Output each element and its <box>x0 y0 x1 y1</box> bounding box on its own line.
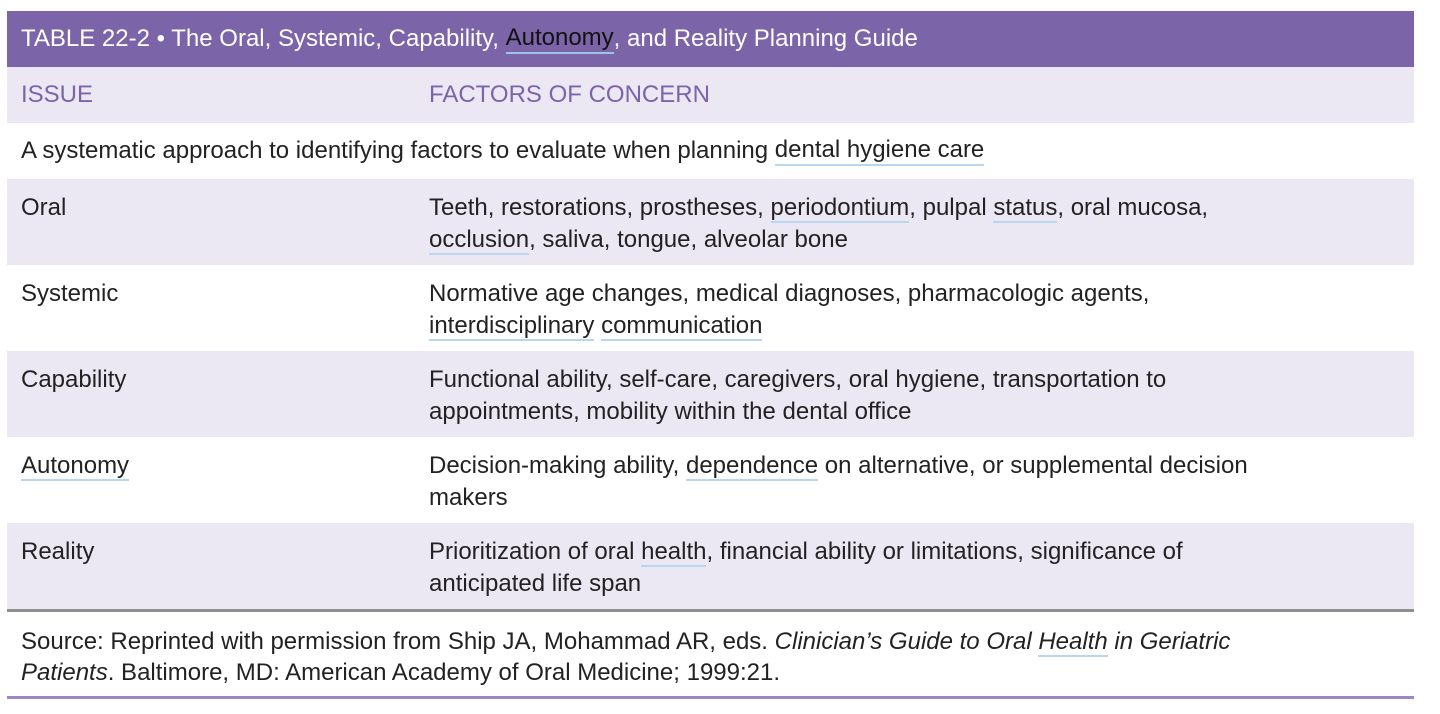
factors-text: Functional ability, self-care, caregivers, oral hygiene, transportation to <box>429 366 1167 393</box>
factors-text: Decision-making ability, <box>429 452 686 479</box>
factors-cell <box>429 450 1414 514</box>
header-issue: ISSUE <box>21 81 94 108</box>
factors-text: , pulpal <box>909 194 994 221</box>
factors-text: Normative age changes, medical diagnoses, pharmacologic agents, <box>429 280 1150 307</box>
table-row <box>7 437 1414 523</box>
source-italic: Patients <box>21 659 108 686</box>
table-row <box>7 523 1414 609</box>
table-title-suffix: , and Reality Planning Guide <box>613 25 918 52</box>
issue-cell: Capability <box>21 366 127 393</box>
issue-cell <box>7 450 429 482</box>
factors-text: makers <box>429 484 508 511</box>
status-link[interactable]: status <box>993 194 1058 221</box>
interdisciplinary-link[interactable]: interdisciplinary <box>429 312 595 339</box>
table-header-row <box>7 67 1414 123</box>
issue-cell: Reality <box>21 538 95 565</box>
autonomy-link[interactable]: Autonomy <box>506 24 614 54</box>
source-italic: in Geriatric <box>1107 628 1231 655</box>
source-health-link[interactable]: Health <box>1038 628 1108 655</box>
autonomy-issue-link[interactable]: Autonomy <box>21 452 130 479</box>
factors-cell <box>429 278 1414 342</box>
factors-text: on alternative, or supplemental decision <box>818 452 1248 479</box>
dependence-link[interactable]: dependence <box>685 452 819 479</box>
source-italic: Clinician’s Guide to Oral <box>774 628 1039 655</box>
table-title-prefix: TABLE 22-2 • The Oral, Systemic, Capability, <box>21 25 499 52</box>
issue-cell: Oral <box>21 194 67 221</box>
table-row <box>7 265 1414 351</box>
source-note <box>7 612 1414 696</box>
factors-text: , saliva, tongue, alveolar bone <box>529 226 848 253</box>
issue-cell: Systemic <box>21 280 119 307</box>
source-suffix: . Baltimore, MD: American Academy of Oral Medicine; 1999:21. <box>107 659 781 686</box>
planning-guide-table <box>7 11 1414 699</box>
source-prefix: Source: Reprinted with permission from Ship JA, Mohammad AR, eds. <box>21 628 775 655</box>
factors-cell <box>429 192 1414 256</box>
factors-text: Prioritization of oral <box>429 538 642 565</box>
factors-text: Teeth, restorations, prostheses, <box>429 194 771 221</box>
health-link[interactable]: health <box>641 538 707 565</box>
factors-text: , financial ability or limitations, significance of <box>706 538 1183 565</box>
occlusion-link[interactable]: occlusion <box>429 226 530 253</box>
description-text: A systematic approach to identifying factors to evaluate when planning <box>21 137 769 164</box>
header-factors: FACTORS OF CONCERN <box>429 81 710 108</box>
communication-link[interactable]: communication <box>601 312 763 339</box>
factors-cell <box>429 536 1414 600</box>
table-bottom-rule <box>7 696 1414 699</box>
table-row <box>7 179 1414 265</box>
dental-hygiene-care-link[interactable]: dental hygiene care <box>775 136 984 166</box>
table-row <box>7 351 1414 437</box>
periodontium-link[interactable]: periodontium <box>770 194 910 221</box>
table-description <box>7 123 1414 179</box>
factors-text: appointments, mobility within the dental office <box>429 398 912 425</box>
factors-cell <box>429 364 1414 428</box>
factors-text: anticipated life span <box>429 570 642 597</box>
table-title <box>7 11 1414 67</box>
factors-text: , oral mucosa, <box>1057 194 1209 221</box>
